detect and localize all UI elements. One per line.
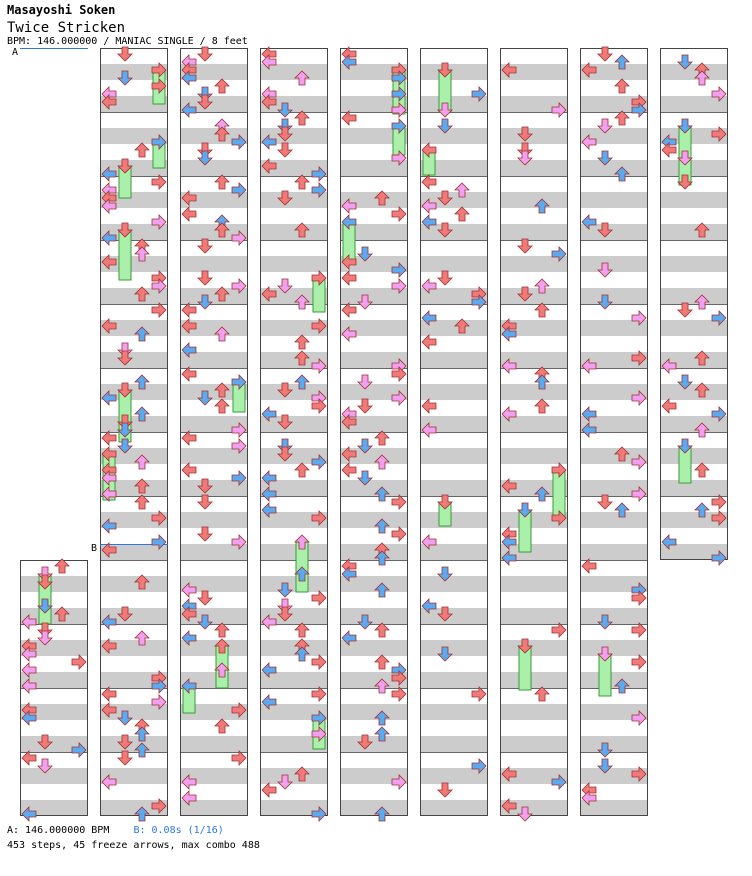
beat-stripe — [500, 160, 568, 176]
artist-name: Masayoshi Soken — [7, 3, 116, 17]
beat-stripe — [100, 416, 168, 432]
left-arrow-icon — [182, 367, 196, 381]
left-arrow-icon — [182, 303, 196, 317]
left-arrow-icon — [422, 175, 436, 189]
beat-stripe — [420, 640, 488, 656]
left-arrow-icon — [102, 687, 116, 701]
beat-stripe — [420, 384, 488, 400]
left-arrow-icon — [582, 559, 596, 573]
beat-stripe — [500, 736, 568, 752]
beat-stripe — [20, 576, 88, 592]
up-arrow-icon — [135, 495, 149, 509]
bpm-line — [7, 825, 224, 836]
left-arrow-icon — [182, 431, 196, 445]
right-arrow-icon — [392, 687, 406, 701]
beat-stripe — [180, 800, 248, 816]
beat-stripe — [660, 384, 728, 400]
beat-stripe — [420, 512, 488, 528]
down-arrow-icon — [198, 47, 212, 61]
beat-stripe — [420, 768, 488, 784]
beat-stripe — [420, 608, 488, 624]
down-arrow-icon — [118, 751, 132, 765]
beat-stripe — [580, 608, 648, 624]
right-arrow-icon — [632, 655, 646, 669]
right-arrow-icon — [152, 303, 166, 317]
right-arrow-icon — [552, 623, 566, 637]
beat-stripe — [180, 160, 248, 176]
beat-stripe — [660, 224, 728, 240]
down-arrow-icon — [438, 271, 452, 285]
up-arrow-icon — [295, 111, 309, 125]
down-arrow-icon — [198, 527, 212, 541]
up-arrow-icon — [615, 111, 629, 125]
left-arrow-icon — [422, 399, 436, 413]
beat-stripe — [20, 768, 88, 784]
beat-stripe — [180, 256, 248, 272]
beat-stripe — [500, 256, 568, 272]
up-arrow-icon — [215, 623, 229, 637]
bpm-a-text: A: 146.000000 BPM — [7, 825, 110, 836]
beat-stripe — [660, 96, 728, 112]
beat-stripe — [500, 704, 568, 720]
beat-stripe — [260, 224, 328, 240]
beat-stripe — [500, 416, 568, 432]
beat-stripe — [260, 576, 328, 592]
up-arrow-icon — [215, 79, 229, 93]
song-title: Twice Stricken — [7, 20, 126, 36]
beat-stripe — [500, 128, 568, 144]
beat-stripe — [180, 288, 248, 304]
beat-stripe — [340, 160, 408, 176]
beat-stripe — [500, 384, 568, 400]
right-arrow-icon — [312, 591, 326, 605]
down-arrow-icon — [198, 271, 212, 285]
left-arrow-icon — [22, 751, 36, 765]
beat-stripe — [340, 736, 408, 752]
right-arrow-icon — [392, 495, 406, 509]
beat-stripe — [180, 640, 248, 656]
beat-stripe — [660, 256, 728, 272]
down-arrow-icon — [118, 47, 132, 61]
beat-stripe — [420, 544, 488, 560]
beat-stripe — [580, 288, 648, 304]
beat-stripe — [580, 736, 648, 752]
beat-stripe — [580, 320, 648, 336]
beat-stripe — [340, 544, 408, 560]
marker-b-label: B — [91, 543, 98, 554]
beat-stripe — [180, 512, 248, 528]
left-arrow-icon — [102, 431, 116, 445]
beat-stripe — [420, 448, 488, 464]
beat-stripe — [180, 352, 248, 368]
beat-stripe — [660, 480, 728, 496]
beat-stripe — [660, 288, 728, 304]
up-arrow-icon — [535, 687, 549, 701]
beat-stripe — [420, 352, 488, 368]
right-arrow-icon — [392, 207, 406, 221]
beat-stripe — [260, 416, 328, 432]
down-arrow-icon — [518, 239, 532, 253]
beat-stripe — [100, 288, 168, 304]
beat-stripe — [500, 192, 568, 208]
beat-stripe — [420, 704, 488, 720]
left-arrow-icon — [662, 399, 676, 413]
beat-stripe — [420, 256, 488, 272]
up-arrow-icon — [295, 175, 309, 189]
beat-stripe — [420, 64, 488, 80]
up-arrow-icon — [215, 719, 229, 733]
beat-stripe — [500, 448, 568, 464]
up-arrow-icon — [135, 143, 149, 157]
beat-stripe — [420, 480, 488, 496]
beat-stripe — [420, 128, 488, 144]
beat-stripe — [340, 800, 408, 816]
up-arrow-icon — [535, 399, 549, 413]
beat-stripe — [500, 288, 568, 304]
beat-stripe — [500, 640, 568, 656]
up-arrow-icon — [375, 655, 389, 669]
beat-stripe — [420, 736, 488, 752]
down-arrow-icon — [438, 783, 452, 797]
beat-stripe — [500, 672, 568, 688]
down-arrow-icon — [358, 399, 372, 413]
right-arrow-icon — [472, 687, 486, 701]
beat-stripe — [420, 800, 488, 816]
up-arrow-icon — [295, 623, 309, 637]
up-arrow-icon — [535, 303, 549, 317]
beat-stripe — [660, 416, 728, 432]
beat-stripe — [580, 672, 648, 688]
left-arrow-icon — [262, 783, 276, 797]
beat-stripe — [420, 96, 488, 112]
beat-stripe — [420, 320, 488, 336]
beat-stripe — [580, 224, 648, 240]
beat-stripe — [260, 768, 328, 784]
left-arrow-icon — [182, 207, 196, 221]
chart-info: BPM: 146.000000 / MANIAC SINGLE / 8 feet — [7, 36, 248, 47]
bpm-b-text: B: 0.08s (1/16) — [133, 825, 224, 836]
down-arrow-icon — [598, 495, 612, 509]
step-stats: 453 steps, 45 freeze arrows, max combo 488 — [7, 840, 260, 851]
beat-stripe — [100, 736, 168, 752]
beat-stripe — [660, 192, 728, 208]
right-arrow-icon — [392, 527, 406, 541]
beat-stripe — [500, 224, 568, 240]
beat-stripe — [660, 320, 728, 336]
right-arrow-icon — [712, 495, 726, 509]
beat-stripe — [420, 576, 488, 592]
beat-stripe — [340, 512, 408, 528]
right-arrow-icon — [152, 175, 166, 189]
down-arrow-icon — [198, 239, 212, 253]
right-arrow-icon — [232, 751, 246, 765]
down-arrow-icon — [198, 591, 212, 605]
down-arrow-icon — [198, 495, 212, 509]
beat-stripe — [260, 640, 328, 656]
up-arrow-icon — [295, 463, 309, 477]
left-arrow-icon — [342, 463, 356, 477]
beat-stripe — [340, 480, 408, 496]
down-arrow-icon — [678, 303, 692, 317]
up-arrow-icon — [695, 463, 709, 477]
right-arrow-icon — [632, 623, 646, 637]
up-arrow-icon — [215, 399, 229, 413]
beat-stripe — [580, 192, 648, 208]
left-arrow-icon — [342, 111, 356, 125]
left-arrow-icon — [422, 335, 436, 349]
left-arrow-icon — [342, 303, 356, 317]
beat-stripe — [420, 672, 488, 688]
beat-stripe — [260, 256, 328, 272]
right-arrow-icon — [72, 655, 86, 669]
left-arrow-icon — [182, 463, 196, 477]
beat-stripe — [500, 576, 568, 592]
up-arrow-icon — [295, 335, 309, 349]
beat-stripe — [260, 192, 328, 208]
right-arrow-icon — [312, 655, 326, 669]
beat-stripe — [660, 160, 728, 176]
left-arrow-icon — [342, 271, 356, 285]
beat-stripe — [500, 608, 568, 624]
beat-stripe — [580, 256, 648, 272]
up-arrow-icon — [375, 623, 389, 637]
right-arrow-icon — [312, 687, 326, 701]
beat-stripe — [580, 512, 648, 528]
up-arrow-icon — [55, 559, 69, 573]
beat-stripe — [260, 544, 328, 560]
beat-stripe — [420, 224, 488, 240]
up-arrow-icon — [375, 431, 389, 445]
up-arrow-icon — [615, 79, 629, 93]
down-arrow-icon — [278, 143, 292, 157]
marker-a-label: A — [12, 47, 19, 58]
beat-stripe — [100, 352, 168, 368]
beat-stripe — [260, 64, 328, 80]
beat-stripe — [580, 160, 648, 176]
beat-stripe — [260, 672, 328, 688]
beat-stripe — [180, 480, 248, 496]
beat-stripe — [580, 800, 648, 816]
beat-stripe — [180, 544, 248, 560]
beat-stripe — [340, 704, 408, 720]
beat-stripe — [180, 448, 248, 464]
up-arrow-icon — [455, 207, 469, 221]
beat-stripe — [340, 608, 408, 624]
up-arrow-icon — [215, 175, 229, 189]
beat-stripe — [660, 64, 728, 80]
beat-stripe — [340, 640, 408, 656]
beat-stripe — [340, 288, 408, 304]
beat-stripe — [340, 576, 408, 592]
beat-stripe — [660, 448, 728, 464]
beat-stripe — [580, 640, 648, 656]
down-arrow-icon — [598, 47, 612, 61]
beat-stripe — [100, 576, 168, 592]
beat-stripe — [180, 736, 248, 752]
beat-stripe — [580, 544, 648, 560]
